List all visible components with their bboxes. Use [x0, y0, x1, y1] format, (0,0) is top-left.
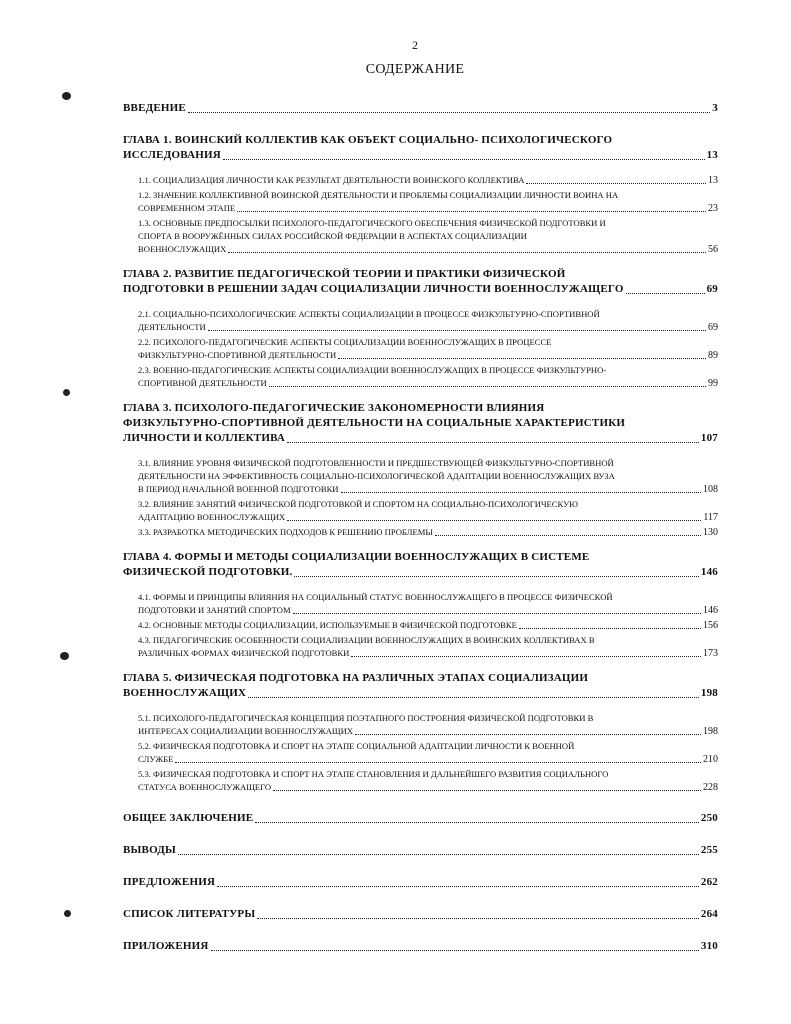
dot-leader — [257, 917, 699, 919]
toc-entry-title: ВЫВОДЫ — [123, 844, 177, 856]
toc-page-number: 69 — [706, 283, 718, 295]
toc-chapter — [123, 401, 718, 446]
table-of-contents — [123, 101, 718, 954]
toc-entry-title: ИНТЕРЕСАХ СОЦИАЛИЗАЦИИ ВОЕННОСЛУЖАЩИХ — [138, 726, 354, 736]
dot-leader — [519, 627, 701, 629]
toc-entry-line: 5.3. ФИЗИЧЕСКАЯ ПОДГОТОВКА И СПОРТ НА ЭТАПЕ СТАНОВЛЕНИЯ И ДАЛЬНЕЙШЕГО РАЗВИТИЯ СОЦИАЛЬНОГО — [138, 769, 609, 779]
toc-entry-title: АДАПТАЦИЮ ВОЕННОСЛУЖАЩИХ — [138, 512, 286, 522]
page-title: СОДЕРЖАНИЕ — [365, 62, 465, 77]
page-number: 2 — [412, 38, 418, 52]
dot-leader — [217, 885, 699, 887]
toc-page-number: 250 — [700, 812, 718, 824]
toc-chapter — [123, 133, 718, 163]
toc-chapter — [123, 671, 718, 701]
toc-entry-line: 1.3. ОСНОВНЫЕ ПРЕДПОСЫЛКИ ПСИХОЛОГО-ПЕДАГОГИЧЕСКОГО ОБЕСПЕЧЕНИЯ ФИЗИЧЕСКОЙ ПОДГОТОВКИ И — [138, 218, 606, 228]
toc-section — [138, 712, 718, 738]
toc-page-number: 262 — [700, 876, 718, 888]
toc-page-number: 173 — [703, 648, 718, 659]
toc-entry-line: 5.1. ПСИХОЛОГО-ПЕДАГОГИЧЕСКАЯ КОНЦЕПЦИЯ ПОЭТАПНОГО ПОСТРОЕНИЯ ФИЗИЧЕСКОЙ ПОДГОТОВКИ В — [138, 713, 594, 723]
dot-leader — [273, 789, 701, 791]
dot-leader — [248, 696, 699, 698]
toc-entry-title: ДЕЯТЕЛЬНОСТИ — [138, 322, 206, 332]
dot-leader — [435, 534, 701, 536]
dot-leader — [237, 210, 706, 212]
toc-entry-line: ГЛАВА 5. ФИЗИЧЕСКАЯ ПОДГОТОВКА НА РАЗЛИЧНЫХ ЭТАПАХ СОЦИАЛИЗАЦИИ — [123, 672, 589, 684]
toc-page-number: 198 — [700, 687, 718, 699]
toc-entry-line: 1.2. ЗНАЧЕНИЕ КОЛЛЕКТИВНОЙ ВОИНСКОЙ ДЕЯТЕЛЬНОСТИ И ПРОБЛЕМЫ СОЦИАЛИЗАЦИИ ЛИЧНОСТИ ВОИНА НА — [138, 190, 619, 200]
toc-entry-line: 3.1. ВЛИЯНИЕ УРОВНЯ ФИЗИЧЕСКОЙ ПОДГОТОВЛЕННОСТИ И ПРЕДШЕСТВУЮЩЕЙ ФИЗКУЛЬТУРНО-СПОРТИВНОЙ — [138, 458, 614, 468]
dot-leader — [223, 158, 705, 160]
dot-leader — [211, 949, 699, 951]
toc-page-number: 108 — [703, 484, 718, 495]
toc-page-number: 117 — [703, 512, 718, 523]
dot-leader — [228, 251, 706, 253]
toc-page-number: 3 — [712, 102, 718, 114]
dot-leader — [355, 733, 701, 735]
toc-page-number: 156 — [703, 620, 718, 631]
toc-chapter — [123, 843, 718, 858]
dot-leader — [626, 292, 705, 294]
binder-hole-mark — [60, 652, 69, 660]
binder-hole-mark — [62, 92, 71, 100]
toc-page-number: 210 — [703, 754, 718, 765]
toc-section — [138, 768, 718, 794]
toc-page-number: 13 — [708, 175, 718, 186]
toc-section — [138, 336, 718, 362]
toc-section — [138, 364, 718, 390]
toc-section — [138, 308, 718, 334]
toc-entry-title: ПОДГОТОВКИ В РЕШЕНИИ ЗАДАЧ СОЦИАЛИЗАЦИИ ЛИЧНОСТИ ВОЕННОСЛУЖАЩЕГО — [123, 283, 624, 295]
toc-section — [138, 174, 718, 187]
binder-hole-mark — [63, 389, 70, 396]
toc-entry-line: 4.3. ПЕДАГОГИЧЕСКИЕ ОСОБЕННОСТИ СОЦИАЛИЗАЦИИ ВОЕННОСЛУЖАЩИХ В ВОИНСКИХ КОЛЛЕКТИВАХ В — [138, 635, 595, 645]
toc-entry-title: ИССЛЕДОВАНИЯ — [123, 149, 221, 161]
toc-page-number: 146 — [700, 566, 718, 578]
dot-leader — [255, 821, 699, 823]
toc-chapter — [123, 939, 718, 954]
toc-section — [138, 217, 718, 256]
toc-entry-title: ПРЕДЛОЖЕНИЯ — [123, 876, 216, 888]
toc-entry-line: 2.1. СОЦИАЛЬНО-ПСИХОЛОГИЧЕСКИЕ АСПЕКТЫ СОЦИАЛИЗАЦИИ В ПРОЦЕССЕ ФИЗКУЛЬТУРНО-СПОРТИВНОЙ — [138, 309, 600, 319]
toc-entry-line: СПОРТА В ВООРУЖЁННЫХ СИЛАХ РОССИЙСКОЙ ФЕДЕРАЦИИ В АСПЕКТАХ СОЦИАЛИЗАЦИИ — [138, 231, 527, 241]
toc-entry-title: СЛУЖБЕ — [138, 754, 174, 764]
toc-entry-line: ГЛАВА 3. ПСИХОЛОГО-ПЕДАГОГИЧЕСКИЕ ЗАКОНОМЕРНОСТИ ВЛИЯНИЯ — [123, 402, 545, 414]
toc-page-number: 146 — [703, 605, 718, 616]
dot-leader — [208, 329, 706, 331]
toc-entry-line: ФИЗКУЛЬТУРНО-СПОРТИВНОЙ ДЕЯТЕЛЬНОСТИ НА СОЦИАЛЬНЫЕ ХАРАКТЕРИСТИКИ — [123, 417, 626, 429]
toc-page-number: 130 — [703, 527, 718, 538]
toc-entry-title: ПРИЛОЖЕНИЯ — [123, 940, 209, 952]
toc-entry-title: СПИСОК ЛИТЕРАТУРЫ — [123, 908, 256, 920]
toc-entry-title: ФИЗКУЛЬТУРНО-СПОРТИВНОЙ ДЕЯТЕЛЬНОСТИ — [138, 350, 337, 360]
toc-entry-title: СОВРЕМЕННОМ ЭТАПЕ — [138, 203, 236, 213]
toc-entry-line: 4.1. ФОРМЫ И ПРИНЦИПЫ ВЛИЯНИЯ НА СОЦИАЛЬНЫЙ СТАТУС ВОЕННОСЛУЖАЩЕГО В ПРОЦЕССЕ ФИЗИЧЕСКОЙ — [138, 592, 613, 602]
toc-section — [138, 619, 718, 632]
toc-entry-title: 3.3. РАЗРАБОТКА МЕТОДИЧЕСКИХ ПОДХОДОВ К РЕШЕНИЮ ПРОБЛЕМЫ — [138, 527, 433, 537]
toc-entry-line: 2.3. ВОЕННО-ПЕДАГОГИЧЕСКИЕ АСПЕКТЫ СОЦИАЛИЗАЦИИ ВОЕННОСЛУЖАЩИХ В ПРОЦЕССЕ ФИЗКУЛЬТУРНО- — [138, 365, 607, 375]
dot-leader — [338, 357, 706, 359]
toc-entry-line: ДЕЯТЕЛЬНОСТИ НА ЭФФЕКТИВНОСТЬ СОЦИАЛЬНО-ПСИХОЛОГИЧЕСКОЙ АДАПТАЦИИ ВОЕННОСЛУЖАЩИХ ВУЗА — [138, 471, 615, 481]
dot-leader — [341, 491, 701, 493]
toc-page-number: 107 — [700, 432, 718, 444]
dot-leader — [188, 111, 710, 113]
dot-leader — [351, 655, 701, 657]
toc-entry-line: ГЛАВА 2. РАЗВИТИЕ ПЕДАГОГИЧЕСКОЙ ТЕОРИИ И ПРАКТИКИ ФИЗИЧЕСКОЙ — [123, 268, 566, 280]
dot-leader — [294, 575, 698, 577]
dot-leader — [287, 519, 701, 521]
toc-entry-title: ВВЕДЕНИЕ — [123, 102, 186, 114]
toc-page-number: 99 — [708, 378, 718, 389]
toc-entry-line: 3.2. ВЛИЯНИЕ ЗАНЯТИЙ ФИЗИЧЕСКОЙ ПОДГОТОВКОЙ И СПОРТОМ НА СОЦИАЛЬНО-ПСИХОЛОГИЧЕСКУЮ — [138, 499, 579, 509]
dot-leader — [526, 182, 706, 184]
toc-section — [138, 498, 718, 524]
toc-chapter — [123, 811, 718, 826]
toc-entry-line: 2.2. ПСИХОЛОГО-ПЕДАГОГИЧЕСКИЕ АСПЕКТЫ СОЦИАЛИЗАЦИИ ВОЕННОСЛУЖАЩИХ В ПРОЦЕССЕ — [138, 337, 552, 347]
binder-hole-mark — [64, 910, 71, 917]
toc-section — [138, 634, 718, 660]
toc-page-number: 198 — [703, 726, 718, 737]
toc-section — [138, 740, 718, 766]
toc-section — [138, 591, 718, 617]
dot-leader — [293, 612, 701, 614]
toc-entry-title: СТАТУСА ВОЕННОСЛУЖАЩЕГО — [138, 782, 272, 792]
toc-entry-title: В ПЕРИОД НАЧАЛЬНОЙ ВОЕННОЙ ПОДГОТОВКИ — [138, 484, 339, 494]
toc-entry-line: 5.2. ФИЗИЧЕСКАЯ ПОДГОТОВКА И СПОРТ НА ЭТАПЕ СОЦИАЛЬНОЙ АДАПТАЦИИ ЛИЧНОСТИ К ВОЕННОЙ — [138, 741, 575, 751]
toc-chapter — [123, 550, 718, 580]
toc-chapter — [123, 101, 718, 116]
toc-chapter — [123, 875, 718, 890]
toc-entry-line: ГЛАВА 1. ВОИНСКИЙ КОЛЛЕКТИВ КАК ОБЪЕКТ СОЦИАЛЬНО- ПСИХОЛОГИЧЕСКОГО — [123, 134, 613, 146]
toc-page-number: 264 — [700, 908, 718, 920]
toc-entry-title: 1.1. СОЦИАЛИЗАЦИЯ ЛИЧНОСТИ КАК РЕЗУЛЬТАТ ДЕЯТЕЛЬНОСТИ ВОИНСКОГО КОЛЛЕКТИВА — [138, 175, 525, 185]
dot-leader — [287, 441, 699, 443]
toc-entry-title: ВОЕННОСЛУЖАЩИХ — [138, 244, 227, 254]
toc-page-number: 13 — [706, 149, 718, 161]
toc-entry-title: ФИЗИЧЕСКОЙ ПОДГОТОВКИ. — [123, 566, 293, 578]
toc-page-number: 56 — [708, 244, 718, 255]
toc-page-number: 23 — [708, 203, 718, 214]
toc-chapter — [123, 267, 718, 297]
toc-entry-title: ЛИЧНОСТИ И КОЛЛЕКТИВА — [123, 432, 286, 444]
toc-page-number: 228 — [703, 782, 718, 793]
dot-leader — [269, 385, 706, 387]
toc-entry-title: СПОРТИВНОЙ ДЕЯТЕЛЬНОСТИ — [138, 378, 267, 388]
toc-entry-title: РАЗЛИЧНЫХ ФОРМАХ ФИЗИЧЕСКОЙ ПОДГОТОВКИ — [138, 648, 350, 658]
toc-entry-title: 4.2. ОСНОВНЫЕ МЕТОДЫ СОЦИАЛИЗАЦИИ, ИСПОЛЬЗУЕМЫЕ В ФИЗИЧЕСКОЙ ПОДГОТОВКЕ — [138, 620, 517, 630]
toc-entry-line: ГЛАВА 4. ФОРМЫ И МЕТОДЫ СОЦИАЛИЗАЦИИ ВОЕННОСЛУЖАЩИХ В СИСТЕМЕ — [123, 551, 590, 563]
dot-leader — [175, 761, 701, 763]
toc-section — [138, 457, 718, 496]
toc-page-number: 255 — [700, 844, 718, 856]
toc-section — [138, 526, 718, 539]
toc-page-number: 69 — [708, 322, 718, 333]
toc-page-number: 310 — [700, 940, 718, 952]
toc-entry-title: ПОДГОТОВКИ И ЗАНЯТИЙ СПОРТОМ — [138, 605, 291, 615]
dot-leader — [178, 853, 699, 855]
toc-section — [138, 189, 718, 215]
toc-chapter — [123, 907, 718, 922]
toc-entry-title: ОБЩЕЕ ЗАКЛЮЧЕНИЕ — [123, 812, 254, 824]
toc-page-number: 89 — [708, 350, 718, 361]
toc-entry-title: ВОЕННОСЛУЖАЩИХ — [123, 687, 247, 699]
